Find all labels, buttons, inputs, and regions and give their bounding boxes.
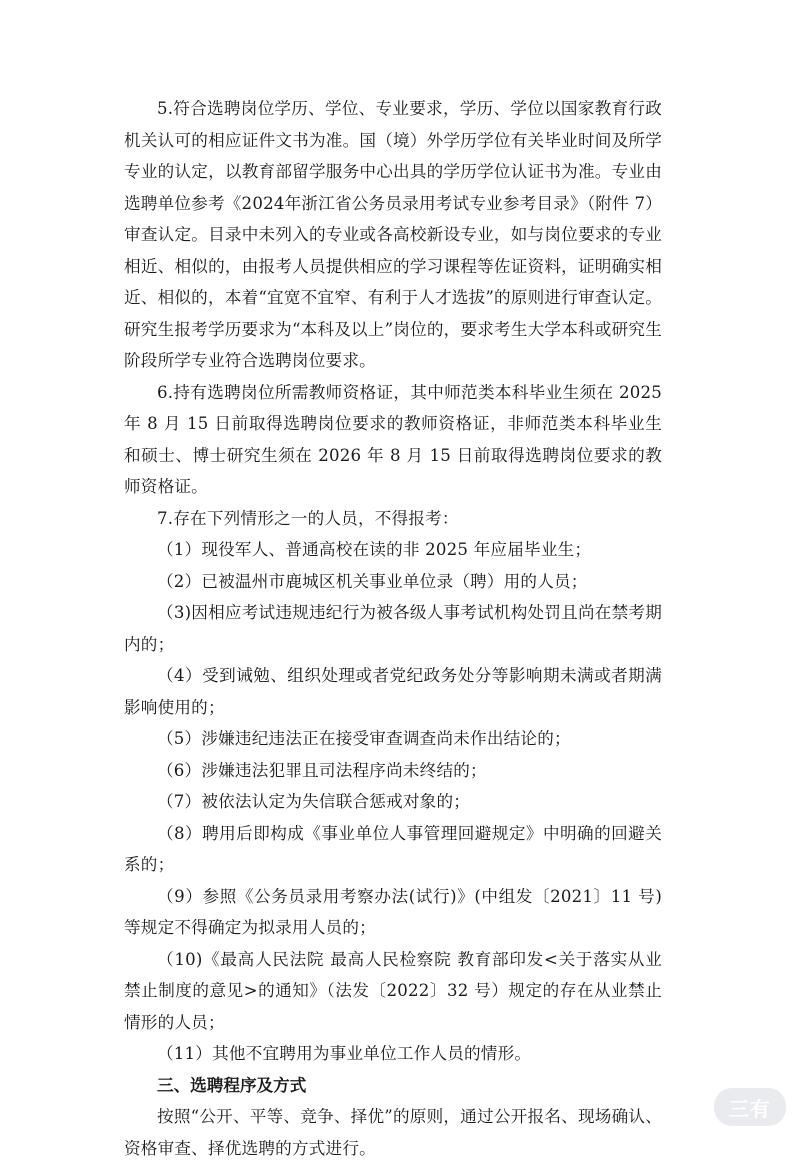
exclusion-item-3: （3)因相应考试违规违纪行为被各级人事考试机构处罚且尚在禁考期内的； [124, 603, 662, 654]
paragraph-5-degree-requirements: 5.符合选聘岗位学历、学位、专业要求，学历、学位以国家教育行政机关认可的相应证件文书为准。国（境）外学历学位有关毕业时间及所学专业的认定，以教育部留学服务中心出具的学历学位认证书为准。专业由选聘单位参考《2024年浙江省公务员录用考试专业参考目录》（附件 7）审查认定。目录中未列入的专业或各高校新设专业，如与岗位要求的专业相近、相似的，由报考人员提供相应的学习课程等佐证资料，证明确实相近、相似的，本着“宜宽不宜窄、有利于人才选拔”的原则进行审查认定。研究生报考学历要求为“本科及以上”岗位的，要求考生大学本科或研究生阶段所学专业符合选聘岗位要求。 [124, 99, 662, 370]
exclusion-item-4: （4）受到诫勉、组织处理或者党纪政务处分等影响期未满或者期满影响使用的； [124, 666, 662, 717]
exclusion-item-10: （10)《最高人民法院 最高人民检察院 教育部印发<关于落实从业禁止制度的意见>的通知》（法发〔2022〕32 号）规定的存在从业禁止情形的人员； [124, 949, 662, 1032]
exclusion-item-9: （9）参照《公务员录用考察办法(试行)》(中组发〔2021〕11 号)等规定不得确定为拟录用人员的； [124, 886, 662, 937]
section-3-body: 按照“公开、平等、竞争、择优”的原则，通过公开报名、现场确认、资格审查、择优选聘的方式进行。 [124, 1107, 662, 1158]
exclusion-item-1: （1）现役军人、普通高校在读的非 2025 年应届毕业生； [157, 540, 592, 559]
section-3-heading: 三、选聘程序及方式 [157, 1075, 307, 1095]
exclusion-item-2: （2）已被温州市鹿城区机关事业单位录（聘）用的人员； [157, 571, 588, 591]
document-page [124, 93, 662, 1164]
watermark-text: 三有 [729, 1096, 771, 1121]
exclusion-item-6: （6）涉嫌违法犯罪且司法程序尚未终结的； [157, 760, 487, 780]
exclusion-item-5: （5）涉嫌违纪违法正在接受审查调查尚未作出结论的； [157, 729, 571, 748]
exclusion-item-11: （11）其他不宜聘用为事业单位工作人员的情形。 [157, 1044, 532, 1063]
app-watermark-logo [714, 1088, 786, 1126]
exclusion-item-7: （7）被依法认定为失信联合惩戒对象的； [157, 792, 471, 811]
exclusion-item-8: （8）聘用后即构成《事业单位人事管理回避规定》中明确的回避关系的； [124, 823, 662, 874]
paragraph-6-teacher-certificate: 6.持有选聘岗位所需教师资格证，其中师范类本科毕业生须在 2025 年 8 月 15 日前取得选聘岗位要求的教师资格证，非师范类本科毕业生和硕士、博士研究生须在 2026 年 8 月 15 日前取得选聘岗位要求的教师资格证。 [124, 382, 662, 496]
paragraph-7-exclusions-intro: 7.存在下列情形之一的人员，不得报考： [157, 508, 459, 528]
